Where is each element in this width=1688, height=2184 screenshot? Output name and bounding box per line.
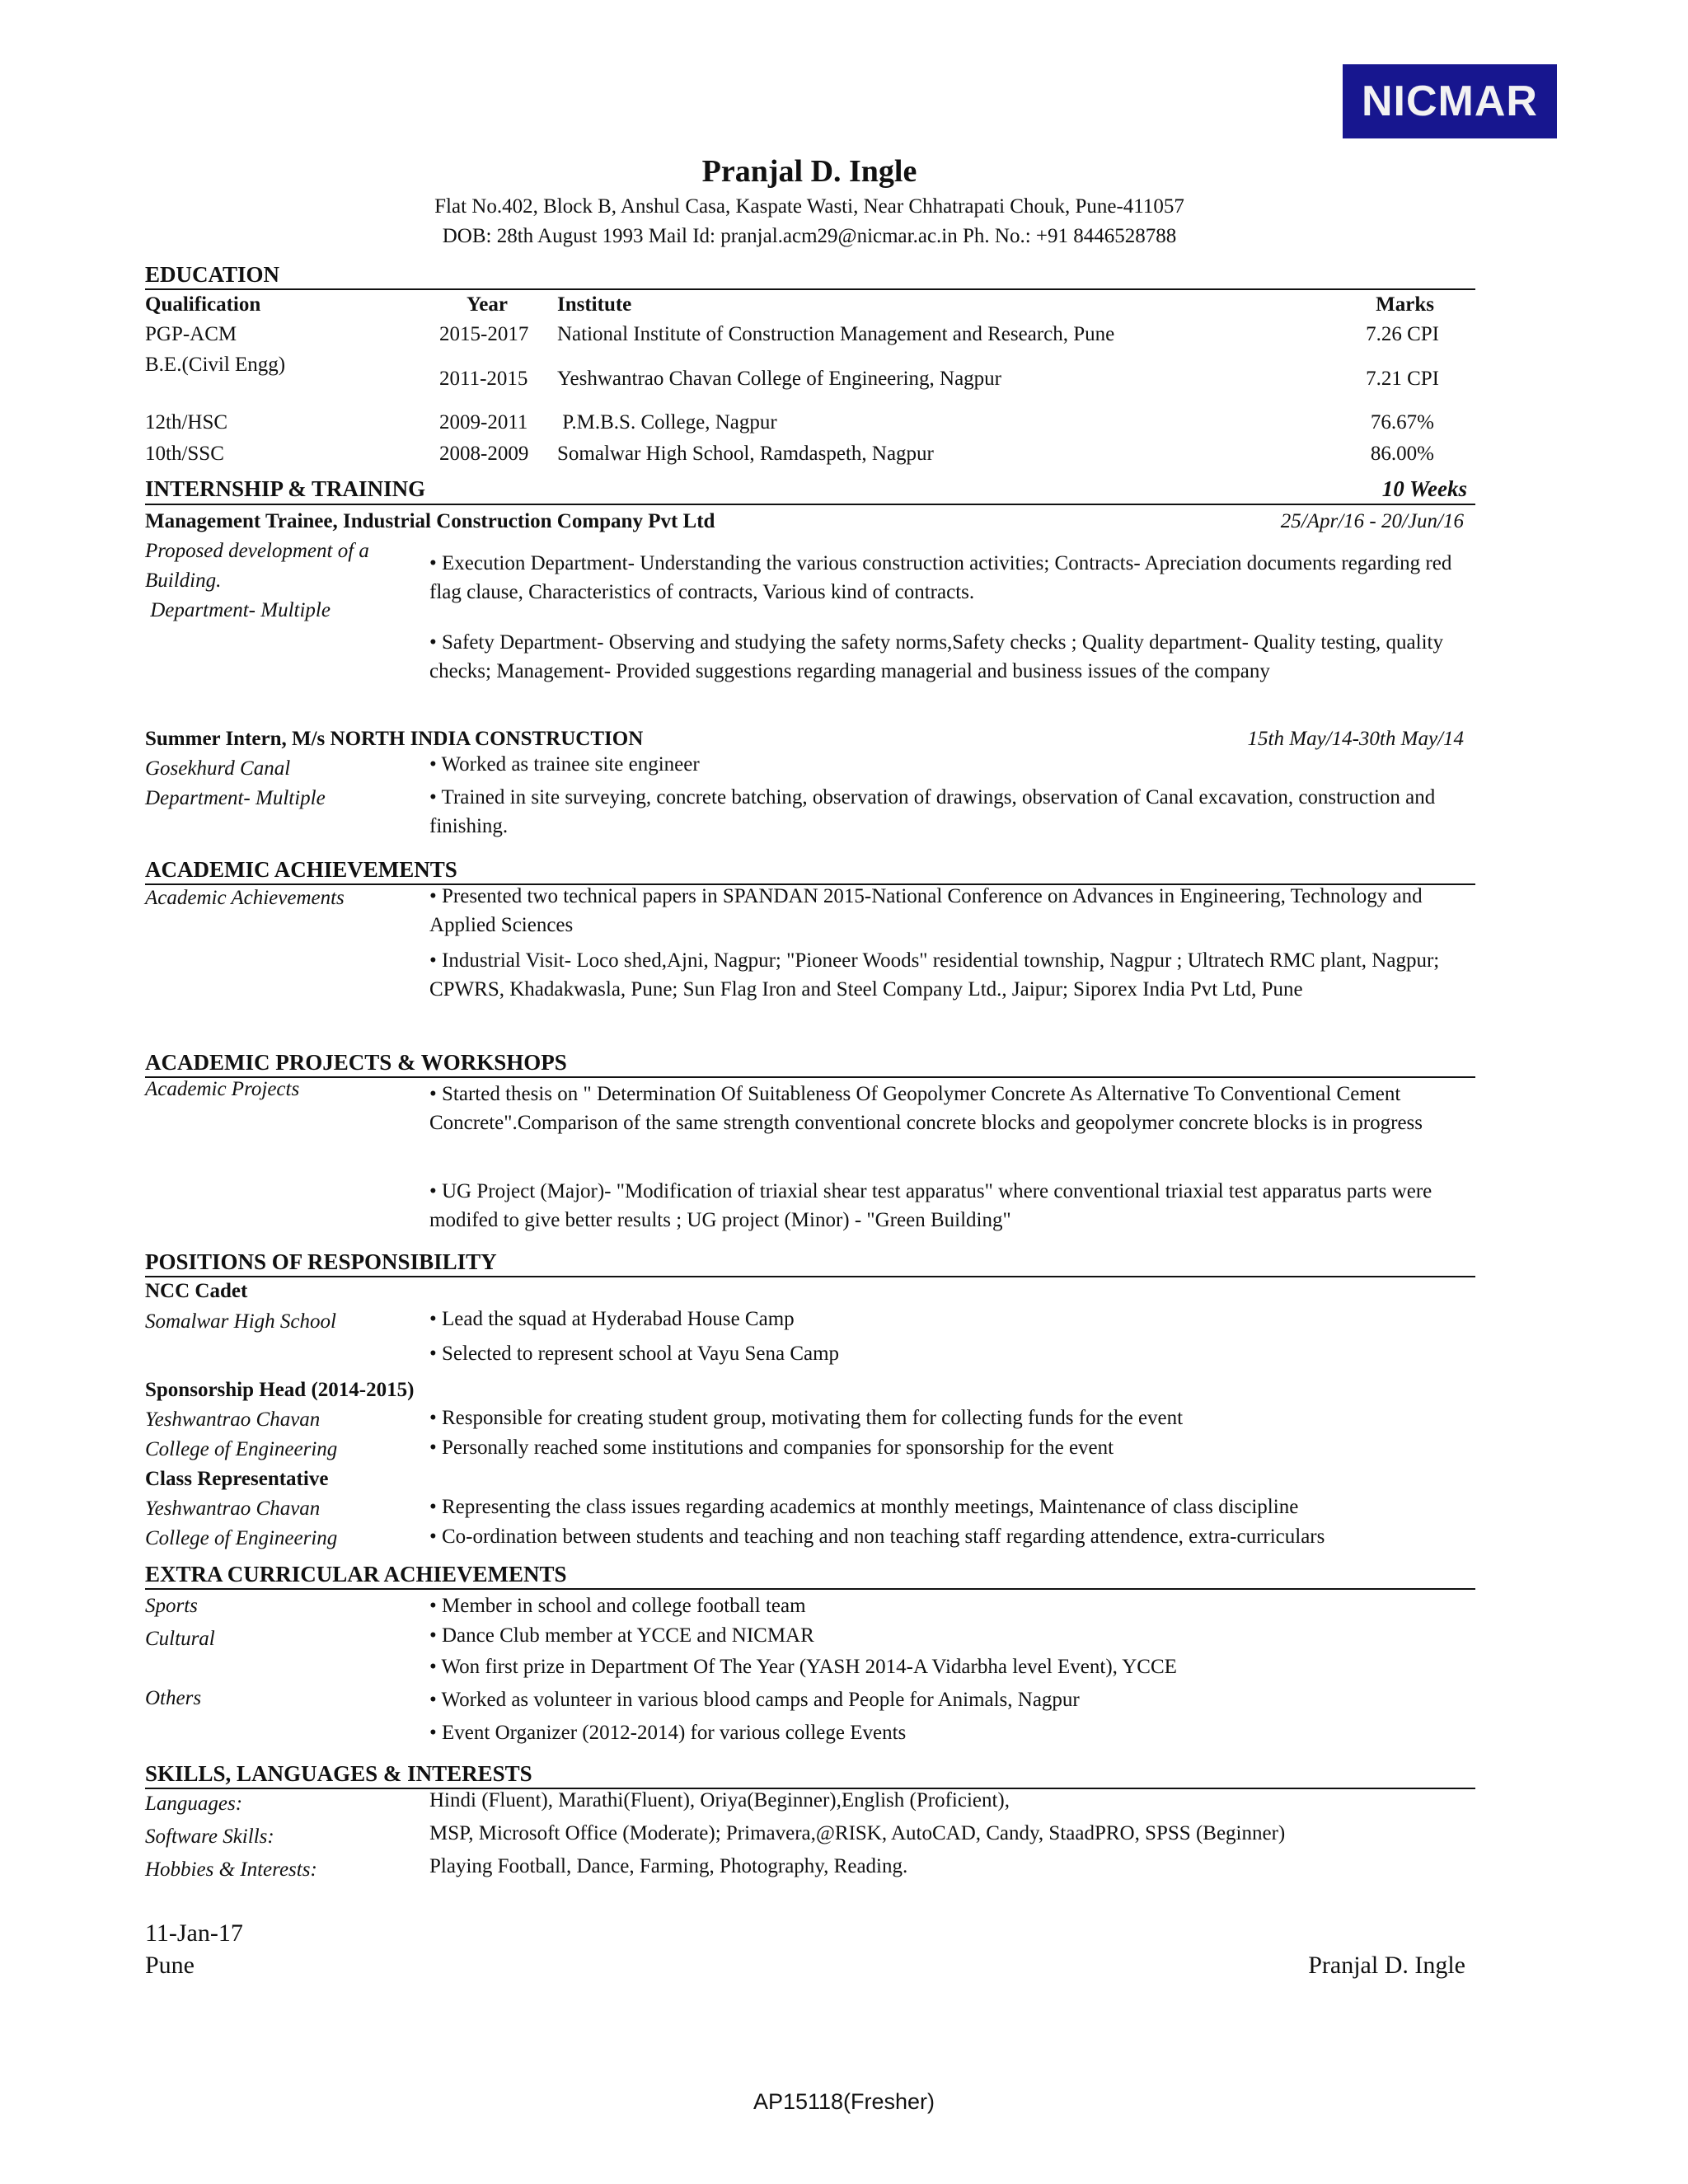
section-internship (145, 476, 1475, 505)
internship-job-department: Department- Multiple (145, 599, 331, 621)
position-org: Somalwar High School (145, 1310, 336, 1333)
internship-bullet: • Worked as trainee site engineer (429, 753, 700, 776)
position-org: College of Engineering (145, 1527, 338, 1549)
section-skills (145, 1760, 1475, 1789)
edu-row-year: 2008-2009 (439, 443, 529, 465)
position-org: Yeshwantrao Chavan (145, 1408, 321, 1431)
edu-row-institute: Yeshwantrao Chavan College of Engineering, Nagpur (557, 368, 1002, 390)
extra-category: Cultural (145, 1628, 215, 1650)
edu-row-year: 2015-2017 (439, 323, 529, 345)
edu-row-institute: National Institute of Construction Management and Research, Pune (557, 323, 1115, 345)
section-positions-title: POSITIONS OF RESPONSIBILITY (145, 1249, 497, 1274)
edu-row-year: 2011-2015 (439, 368, 528, 390)
edu-row-qualification: 10th/SSC (145, 443, 224, 465)
position-org: Yeshwantrao Chavan (145, 1497, 321, 1520)
extra-bullet: • Event Organizer (2012-2014) for various college Events (429, 1722, 907, 1744)
achievement-bullet: • Presented two technical papers in SPANDAN 2015-National Conference on Advances in Engineering, Technology and Applied Sciences (429, 885, 1423, 936)
extra-bullet: • Dance Club member at YCCE and NICMAR (429, 1624, 814, 1647)
position-title: NCC Cadet (145, 1280, 248, 1302)
position-bullet: • Personally reached some institutions and companies for sponsorship for the event (429, 1436, 1114, 1459)
section-education (145, 261, 1475, 290)
internship-job-department: Department- Multiple (145, 787, 326, 809)
internship-job-title: Summer Intern, M/s NORTH INDIA CONSTRUCTION (145, 728, 644, 750)
extra-bullet: • Worked as volunteer in various blood camps and People for Animals, Nagpur (429, 1689, 1080, 1711)
skill-value: Hindi (Fluent), Marathi(Fluent), Oriya(Beginner),English (Proficient), (429, 1789, 1010, 1811)
position-title: Sponsorship Head (2014-2015) (145, 1379, 415, 1401)
section-internship-title: INTERNSHIP & TRAINING (145, 476, 426, 501)
position-bullet: • Selected to represent school at Vayu Sena Camp (429, 1343, 840, 1365)
edu-row-institute: Somalwar High School, Ramdaspeth, Nagpur (557, 443, 934, 465)
internship-bullet: • Trained in site surveying, concrete batching, observation of drawings, observation of Canal excavation, construction and finishing. (429, 786, 1436, 837)
candidate-contact: DOB: 28th August 1993 Mail Id: pranjal.acm29@nicmar.ac.in Ph. No.: +91 8446528788 (442, 225, 1177, 247)
footer-date: 11-Jan-17 (145, 1919, 243, 1947)
project-bullet: • UG Project (Major)- "Modification of triaxial shear test apparatus" where conventional triaxial test apparatus parts were modifed to give better results ; UG project (Minor) - "Green Building" (429, 1180, 1432, 1231)
edu-header-year: Year (467, 293, 508, 316)
position-bullet: • Representing the class issues regarding academics at monthly meetings, Maintenance of class discipline (429, 1496, 1299, 1518)
project-bullet: • Started thesis on " Determination Of Suitableness Of Geopolymer Concrete As Alternative To Conventional Cement Concrete".Comparison of the same strength conventional concrete blocks and geopolymer concrete blocks is in progress (429, 1083, 1423, 1134)
skill-value: Playing Football, Dance, Farming, Photography, Reading. (429, 1855, 908, 1877)
edu-row-year: 2009-2011 (439, 411, 528, 434)
edu-header-institute: Institute (557, 293, 632, 316)
edu-row-qualification: B.E.(Civil Engg) (145, 354, 286, 376)
edu-row-marks: 76.67% (1370, 411, 1434, 434)
section-academic-achievements-title: ACADEMIC ACHIEVEMENTS (145, 857, 457, 882)
section-projects-title: ACADEMIC PROJECTS & WORKSHOPS (145, 1050, 567, 1075)
footer-code: AP15118(Fresher) (753, 2089, 935, 2114)
extra-bullet: • Member in school and college football team (429, 1595, 806, 1617)
section-extra-curricular (145, 1561, 1475, 1590)
edu-row-qualification: 12th/HSC (145, 411, 228, 434)
candidate-name: Pranjal D. Ingle (701, 154, 917, 189)
edu-header-qualification: Qualification (145, 293, 261, 316)
skill-value: MSP, Microsoft Office (Moderate); Primavera,@RISK, AutoCAD, Candy, StaadPRO, SPSS (Beginner) (429, 1822, 1286, 1844)
extra-bullet: • Won first prize in Department Of The Year (YASH 2014-A Vidarbha level Event), YCCE (429, 1656, 1177, 1678)
section-extra-curricular-title: EXTRA CURRICULAR ACHIEVEMENTS (145, 1562, 567, 1586)
footer-place: Pune (145, 1952, 195, 1979)
internship-bullet: • Execution Department- Understanding the various construction activities; Contracts- Apreciation documents regarding red flag clause, Characteristics of contracts, Various kind of contracts. (429, 552, 1452, 603)
internship-job-dates: 25/Apr/16 - 20/Jun/16 (1280, 510, 1464, 532)
achievement-bullet: • Industrial Visit- Loco shed,Ajni, Nagpur; "Pioneer Woods" residential township, Nagpur ; Ultratech RMC plant, Nagpur; CPWRS, Khadakwasla, Pune; Sun Flag Iron and Steel Company Ltd., Jaipur; Siporex India Pvt Ltd, Pune (429, 949, 1440, 1001)
edu-row-marks: 7.21 CPI (1366, 368, 1439, 390)
edu-row-institute: P.M.B.S. College, Nagpur (557, 411, 777, 434)
internship-job-project: Proposed development of a (145, 540, 369, 562)
section-education-title: EDUCATION (145, 262, 280, 287)
section-skills-title: SKILLS, LANGUAGES & INTERESTS (145, 1761, 532, 1786)
achievement-label: Academic Achievements (145, 887, 345, 909)
position-bullet: • Responsible for creating student group, motivating them for collecting funds for the event (429, 1407, 1184, 1429)
internship-job-project: Building. (145, 569, 222, 592)
edu-header-marks: Marks (1376, 293, 1434, 316)
position-bullet: • Lead the squad at Hyderabad House Camp (429, 1308, 795, 1330)
projects-label: Academic Projects (145, 1078, 300, 1100)
position-bullet: • Co-ordination between students and teaching and non teaching staff regarding attendence, extra-curriculars (429, 1526, 1325, 1548)
edu-row-qualification: PGP-ACM (145, 323, 237, 345)
section-positions (145, 1249, 1475, 1277)
edu-row-marks: 86.00% (1370, 443, 1434, 465)
footer-signature: Pranjal D. Ingle (1308, 1952, 1465, 1979)
position-org: College of Engineering (145, 1438, 338, 1460)
skill-label: Hobbies & Interests: (145, 1858, 317, 1881)
position-title: Class Representative (145, 1468, 329, 1490)
skill-label: Languages: (145, 1793, 243, 1815)
edu-row-marks: 7.26 CPI (1366, 323, 1439, 345)
section-academic-achievements (145, 856, 1475, 885)
internship-bullet: • Safety Department- Observing and studying the safety norms,Safety checks ; Quality department- Quality testing, quality checks; Management- Provided suggestions regarding managerial and business issues of the company (429, 631, 1443, 682)
internship-job-dates: 15th May/14-30th May/14 (1247, 728, 1464, 750)
skill-label: Software Skills: (145, 1825, 274, 1848)
internship-job-title: Management Trainee, Industrial Construction Company Pvt Ltd (145, 510, 715, 532)
candidate-address: Flat No.402, Block B, Anshul Casa, Kaspate Wasti, Near Chhatrapati Chouk, Pune-411057 (434, 195, 1184, 218)
nicmar-logo (1343, 64, 1557, 138)
section-projects (145, 1049, 1475, 1078)
internship-duration: 10 Weeks (1381, 476, 1467, 501)
logo-text: NICMAR (1362, 77, 1538, 125)
extra-category: Sports (145, 1595, 198, 1617)
internship-job-project: Gosekhurd Canal (145, 757, 291, 780)
extra-category: Others (145, 1687, 202, 1709)
